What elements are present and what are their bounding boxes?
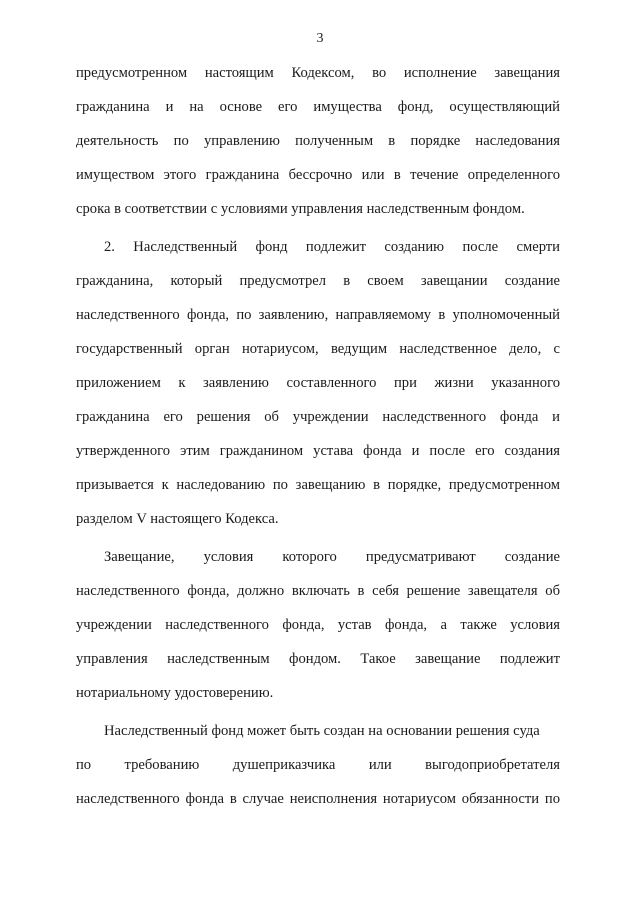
- text-line: срока в соответствии с условиями управления наследственным фондом.: [76, 201, 525, 217]
- text-line: призывается к наследованию по завещанию в порядке, предусмотренном: [76, 477, 560, 493]
- text-line: наследственного фонда в случае неисполнения нотариусом обязанности по: [76, 791, 560, 807]
- text-line: предусмотренном настоящим Кодексом, во исполнение завещания: [76, 65, 560, 81]
- text-line: разделом V настоящего Кодекса.: [76, 511, 279, 527]
- text-line: управления наследственным фондом. Такое завещание подлежит: [76, 651, 560, 667]
- text-line: наследственного фонда, должно включать в себя решение завещателя об: [76, 583, 560, 599]
- text-line: Завещание, условия которого предусматривают создание: [104, 549, 560, 565]
- text-line: нотариальному удостоверению.: [76, 685, 274, 701]
- text-line: гражданина и на основе его имущества фонд, осуществляющий: [76, 99, 560, 115]
- text-line: наследственного фонда, по заявлению, направляемому в уполномоченный: [76, 307, 560, 323]
- text-line: по требованию душеприказчика или выгодоприобретателя: [76, 757, 560, 773]
- text-line: Наследственный фонд может быть создан на основании решения суда: [104, 723, 540, 739]
- text-line: имуществом этого гражданина бессрочно или в течение определенного: [76, 167, 560, 183]
- text-line: учреждении наследственного фонда, устав фонда, а также условия: [76, 617, 560, 633]
- text-line: гражданина, который предусмотрел в своем завещании создание: [76, 273, 560, 289]
- page-number: 3: [316, 31, 324, 46]
- text-line: гражданина его решения об учреждении наследственного фонда и: [76, 409, 560, 425]
- text-line: приложением к заявлению составленного при жизни указанного: [76, 375, 560, 391]
- text-line: утвержденного этим гражданином устава фонда и после его создания: [76, 443, 560, 459]
- text-line: 2. Наследственный фонд подлежит созданию после смерти: [104, 239, 560, 255]
- text-line: деятельность по управлению полученным в порядке наследования: [76, 133, 560, 149]
- text-line: государственный орган нотариусом, ведущим наследственное дело, с: [76, 341, 560, 357]
